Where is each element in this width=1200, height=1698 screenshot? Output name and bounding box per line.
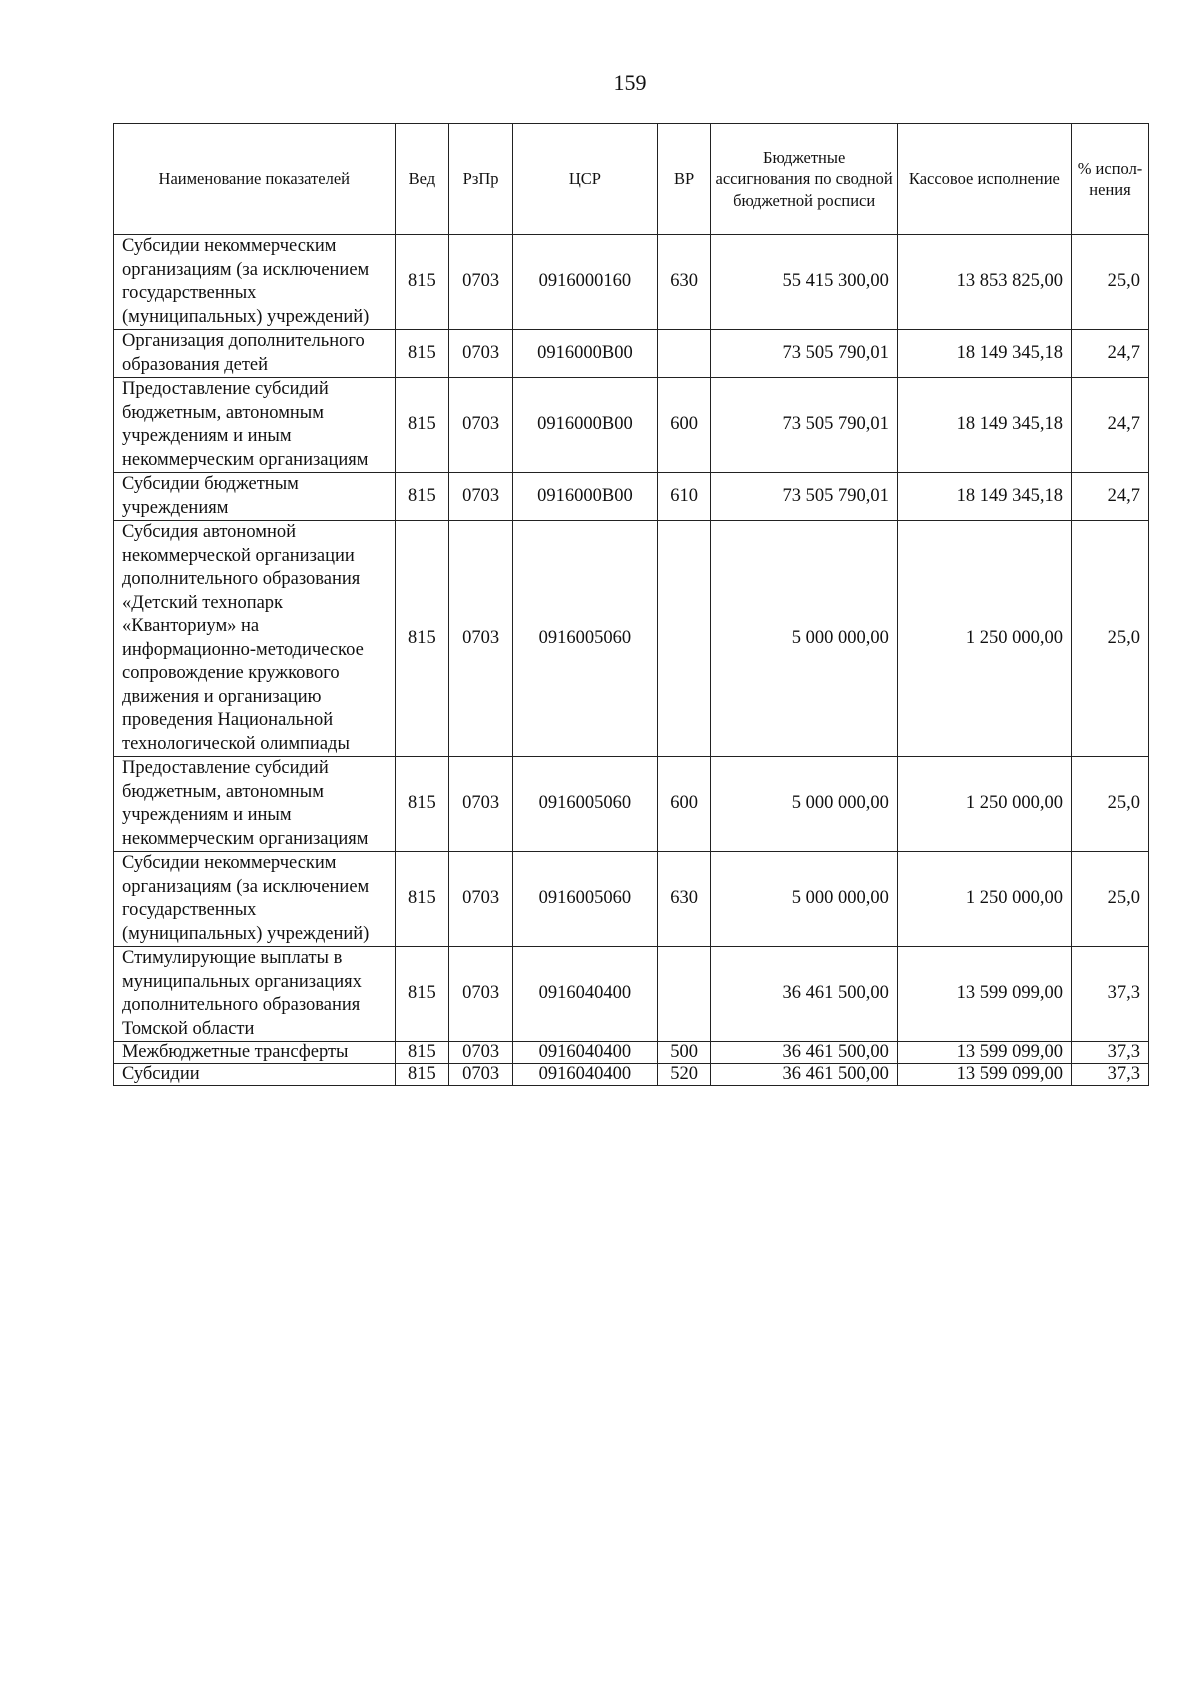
row-ved: 815 <box>395 330 449 378</box>
row-ved: 815 <box>395 521 449 757</box>
row-vr <box>657 521 711 757</box>
header-vr: ВР <box>657 124 711 235</box>
row-vr: 500 <box>657 1042 711 1064</box>
row-cash-execution: 18 149 345,18 <box>897 378 1071 473</box>
row-ved: 815 <box>395 473 449 521</box>
row-rzpr: 0703 <box>449 521 513 757</box>
row-percent: 25,0 <box>1072 852 1149 947</box>
row-csr: 0916005060 <box>513 521 658 757</box>
row-name: Субсидии <box>114 1064 396 1086</box>
row-ved: 815 <box>395 1042 449 1064</box>
row-csr: 0916000В00 <box>513 473 658 521</box>
row-csr: 0916040400 <box>513 1042 658 1064</box>
row-vr: 610 <box>657 473 711 521</box>
table-header-row <box>114 124 1149 235</box>
row-cash-execution: 1 250 000,00 <box>897 521 1071 757</box>
table-row <box>114 473 1149 521</box>
row-assignments: 36 461 500,00 <box>711 1042 897 1064</box>
row-percent: 24,7 <box>1072 378 1149 473</box>
row-assignments: 73 505 790,01 <box>711 473 897 521</box>
row-name: Субсидии бюджетным учреждениям <box>114 473 396 521</box>
header-ved: Вед <box>395 124 449 235</box>
row-rzpr: 0703 <box>449 1042 513 1064</box>
row-csr: 0916005060 <box>513 757 658 852</box>
header-name: Наименование показателей <box>114 124 396 235</box>
budget-table <box>113 123 1149 1086</box>
row-rzpr: 0703 <box>449 947 513 1042</box>
row-ved: 815 <box>395 757 449 852</box>
row-name: Субсидия автономной некоммерческой организации дополнительного образования «Детский технопарк «Кванториум» на информационно-методическое сопровождение кружкового движения и организацию проведения Национальной технологической олимпиады <box>114 521 396 757</box>
row-ved: 815 <box>395 1064 449 1086</box>
row-cash-execution: 1 250 000,00 <box>897 757 1071 852</box>
row-vr: 630 <box>657 852 711 947</box>
row-assignments: 55 415 300,00 <box>711 235 897 330</box>
row-percent: 37,3 <box>1072 1042 1149 1064</box>
table-row <box>114 1042 1149 1064</box>
row-vr <box>657 947 711 1042</box>
row-vr: 600 <box>657 757 711 852</box>
row-assignments: 36 461 500,00 <box>711 947 897 1042</box>
row-name: Стимулирующие выплаты в муниципальных организациях дополнительного образования Томской области <box>114 947 396 1042</box>
row-percent: 25,0 <box>1072 235 1149 330</box>
header-csr: ЦСР <box>513 124 658 235</box>
row-rzpr: 0703 <box>449 1064 513 1086</box>
row-cash-execution: 13 599 099,00 <box>897 1042 1071 1064</box>
table-row <box>114 378 1149 473</box>
row-assignments: 36 461 500,00 <box>711 1064 897 1086</box>
table-row <box>114 947 1149 1042</box>
row-percent: 24,7 <box>1072 473 1149 521</box>
table-row <box>114 235 1149 330</box>
table-row <box>114 852 1149 947</box>
row-csr: 0916040400 <box>513 1064 658 1086</box>
row-rzpr: 0703 <box>449 378 513 473</box>
row-assignments: 73 505 790,01 <box>711 330 897 378</box>
row-percent: 24,7 <box>1072 330 1149 378</box>
row-csr: 0916000В00 <box>513 378 658 473</box>
header-assignments: Бюджетные ассигнования по сводной бюджетной росписи <box>711 124 897 235</box>
row-rzpr: 0703 <box>449 852 513 947</box>
row-vr <box>657 330 711 378</box>
row-name: Организация дополнительного образования детей <box>114 330 396 378</box>
row-rzpr: 0703 <box>449 473 513 521</box>
row-vr: 630 <box>657 235 711 330</box>
row-ved: 815 <box>395 852 449 947</box>
row-assignments: 5 000 000,00 <box>711 521 897 757</box>
row-cash-execution: 13 853 825,00 <box>897 235 1071 330</box>
row-name: Субсидии некоммерческим организациям (за исключением государственных (муниципальных) учреждений) <box>114 235 396 330</box>
row-assignments: 5 000 000,00 <box>711 852 897 947</box>
row-cash-execution: 18 149 345,18 <box>897 473 1071 521</box>
row-csr: 0916000В00 <box>513 330 658 378</box>
row-ved: 815 <box>395 947 449 1042</box>
table-row <box>114 1064 1149 1086</box>
row-cash-execution: 18 149 345,18 <box>897 330 1071 378</box>
row-cash-execution: 1 250 000,00 <box>897 852 1071 947</box>
row-rzpr: 0703 <box>449 235 513 330</box>
row-csr: 0916040400 <box>513 947 658 1042</box>
row-vr: 600 <box>657 378 711 473</box>
row-name: Межбюджетные трансферты <box>114 1042 396 1064</box>
row-vr: 520 <box>657 1064 711 1086</box>
row-rzpr: 0703 <box>449 330 513 378</box>
row-name: Субсидии некоммерческим организациям (за исключением государственных (муниципальных) учреждений) <box>114 852 396 947</box>
row-percent: 37,3 <box>1072 1064 1149 1086</box>
table-row <box>114 521 1149 757</box>
row-percent: 25,0 <box>1072 521 1149 757</box>
row-rzpr: 0703 <box>449 757 513 852</box>
row-name: Предоставление субсидий бюджетным, автономным учреждениям и иным некоммерческим организациям <box>114 757 396 852</box>
row-percent: 25,0 <box>1072 757 1149 852</box>
row-assignments: 73 505 790,01 <box>711 378 897 473</box>
page-number: 159 <box>613 70 647 95</box>
header-cash-execution: Кассовое исполнение <box>897 124 1071 235</box>
row-csr: 0916000160 <box>513 235 658 330</box>
row-name: Предоставление субсидий бюджетным, автономным учреждениям и иным некоммерческим организациям <box>114 378 396 473</box>
table-row <box>114 757 1149 852</box>
table-row <box>114 330 1149 378</box>
header-rzpr: РзПр <box>449 124 513 235</box>
row-cash-execution: 13 599 099,00 <box>897 947 1071 1042</box>
row-cash-execution: 13 599 099,00 <box>897 1064 1071 1086</box>
row-percent: 37,3 <box>1072 947 1149 1042</box>
row-csr: 0916005060 <box>513 852 658 947</box>
row-ved: 815 <box>395 378 449 473</box>
header-percent-execution: % испол-нения <box>1072 124 1149 235</box>
row-assignments: 5 000 000,00 <box>711 757 897 852</box>
row-ved: 815 <box>395 235 449 330</box>
